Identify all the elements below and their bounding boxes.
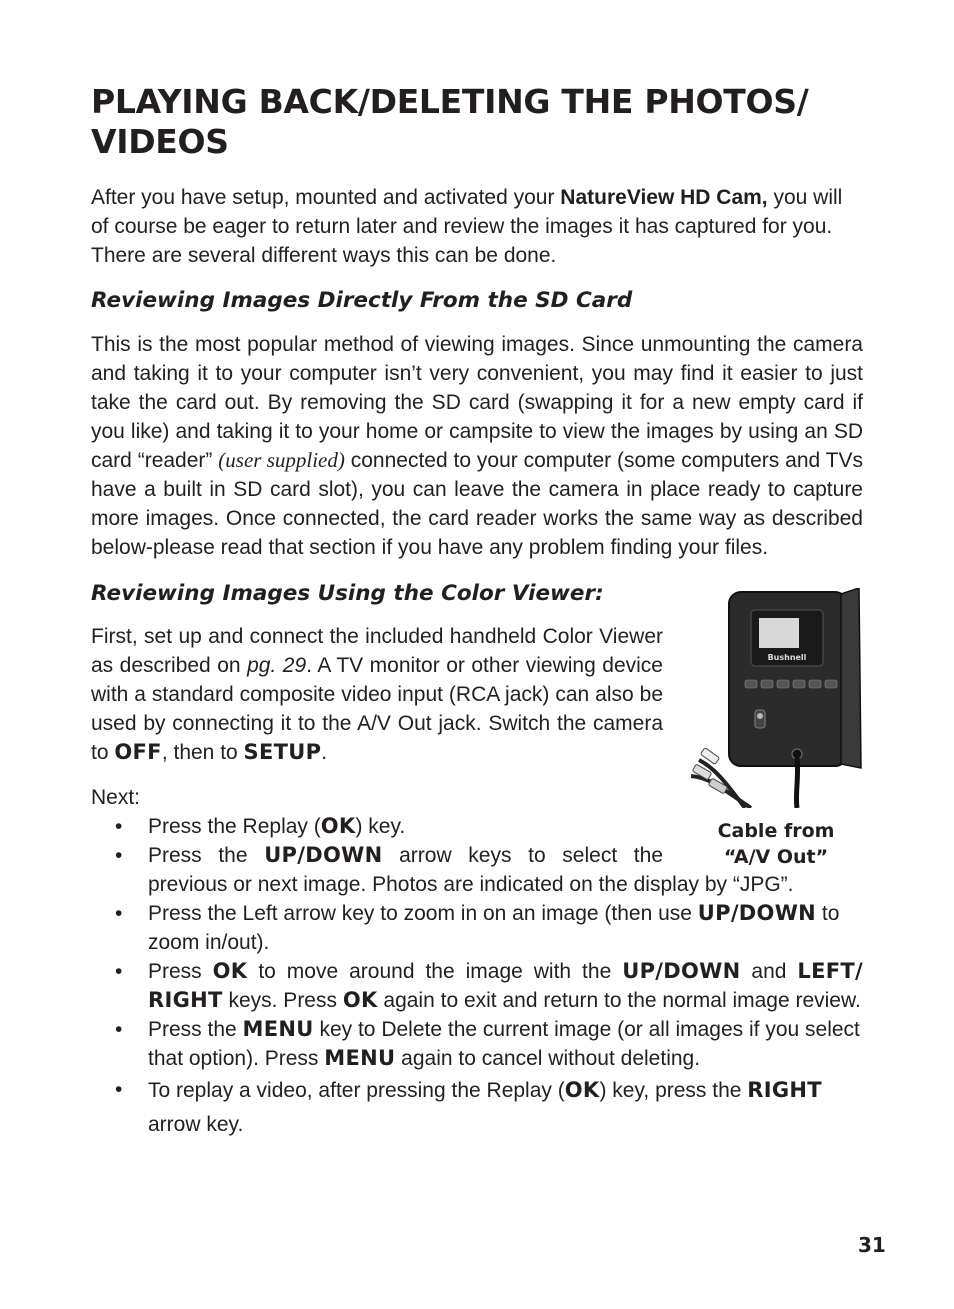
list-item: • To replay a video, after pressing the Replay (OK) key, press the RIGHT arrow key. — [115, 1078, 822, 1136]
sd-card-paragraph: This is the most popular method of viewing images. Since unmounting the camera and taking it to your computer isn’t very convenient, you may find it easier to just take the card out. By removing the SD card (swapping it for a new empty card if you like) and taking it to your home or campsite to view the images by using an SD card “reader” (user supplied) connected to your computer (some computers and TVs have a built in SD card slot), you can leave the camera in place ready to capture more images. Once connected, the card reader works the same way as described below-please read that section if you have any problem finding your files. — [91, 333, 863, 559]
list-item: • Press the UP/DOWN arrow keys to select the previous or next image. Photos are indicated on the display by “JPG”. — [115, 843, 794, 896]
page-title: PLAYING BACK/DELETING THE PHOTOS/ VIDEOS — [91, 82, 809, 161]
color-viewer-paragraph: First, set up and connect the included handheld Color Viewer as described on pg. 29. A TV monitor or other viewing device with a standard composite video input (RCA jack) can also be used by connecting it to the A/V Out jack. Switch the camera to OFF, then to SETUP. — [91, 625, 663, 764]
camera-logo: Bushnell — [767, 653, 807, 662]
product-name: NatureView HD Cam, — [560, 186, 768, 209]
instruction-list — [91, 812, 863, 1142]
manual-page — [91, 82, 863, 1142]
section-heading-sd-card: Reviewing Images Directly From the SD Card — [91, 288, 633, 313]
page-reference: pg. 29 — [247, 654, 307, 677]
list-item: • Press the Replay (OK) key. — [115, 814, 406, 838]
next-label: Next: — [91, 786, 141, 809]
list-item: • Press OK to move around the image with the UP/DOWN and LEFT/ RIGHT keys. Press OK again to exit and return to the normal image review. — [115, 959, 863, 1012]
user-supplied-note: (user supplied) — [218, 448, 345, 472]
figure-caption: Cable from “A/V Out” — [717, 820, 835, 868]
trail-camera-illustration — [691, 588, 863, 808]
list-item: • Press the MENU key to Delete the current image (or all images if you select that option). Press MENU again to cancel without deleting. — [115, 1017, 860, 1070]
page-number: 31 — [858, 1233, 886, 1257]
section-heading-color-viewer: Reviewing Images Using the Color Viewer: — [91, 581, 604, 606]
list-item: • Press the Left arrow key to zoom in on an image (then use UP/DOWN to zoom in/out). — [115, 901, 840, 954]
color-viewer-section — [91, 622, 863, 1142]
intro-paragraph: After you have setup, mounted and activated your NatureView HD Cam, you will of course be eager to return later and review the images it has captured for you. There are several different ways this can be done. — [91, 186, 843, 267]
